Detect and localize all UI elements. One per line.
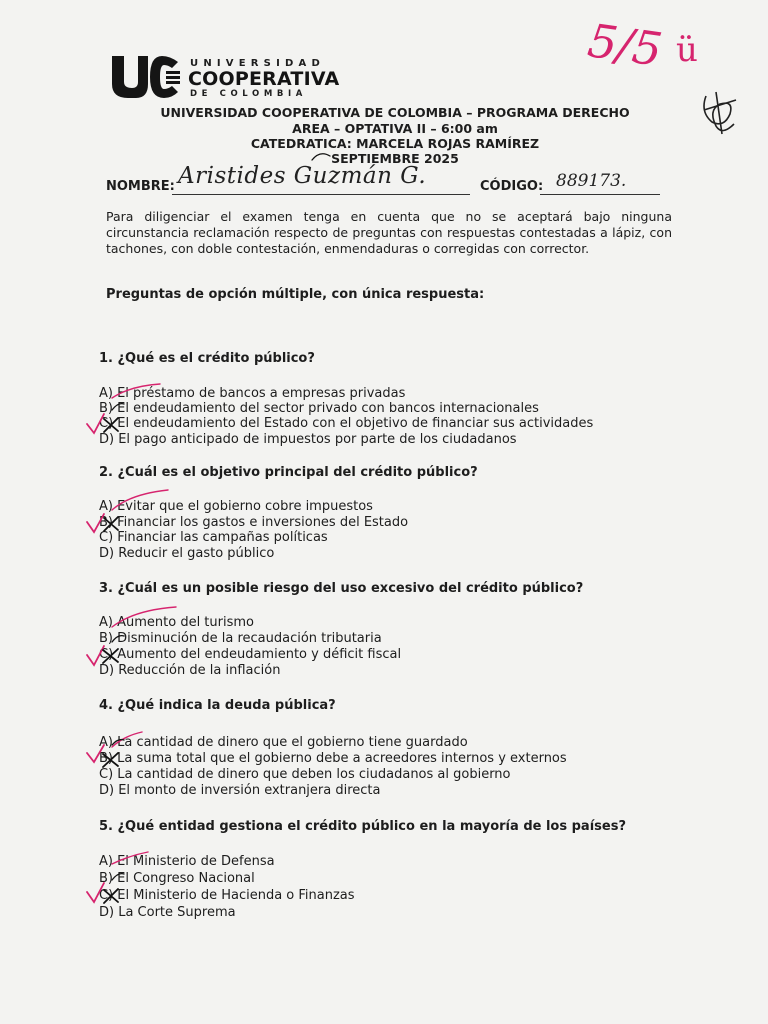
q1-option-d[interactable]: D) El pago anticipado de impuestos por parte de los ciudadanos xyxy=(99,432,517,447)
q4-option-c[interactable]: C) La cantidad de dinero que deben los ciudadanos al gobierno xyxy=(99,767,511,782)
header-line-3: CATEDRATICA: MARCELA ROJAS RAMÍREZ xyxy=(250,136,540,151)
q1-option-a[interactable]: A) El préstamo de bancos a empresas privadas xyxy=(99,386,406,401)
codigo-label: CÓDIGO: xyxy=(480,179,544,194)
q1-option-c[interactable]: C) El endeudamiento del Estado con el objetivo de financiar sus actividades xyxy=(99,416,594,431)
q5-option-d[interactable]: D) La Corte Suprema xyxy=(99,905,236,920)
q3-option-d[interactable]: D) Reducción de la inflación xyxy=(99,663,281,678)
q3-option-c[interactable]: C) Aumento del endeudamiento y déficit fiscal xyxy=(99,647,402,662)
q5-option-b[interactable]: B) El Congreso Nacional xyxy=(99,871,255,886)
question-4: 4. ¿Qué indica la deuda pública? xyxy=(99,698,336,713)
grade-score: 5/5 xyxy=(584,13,666,77)
header-line-1: UNIVERSIDAD COOPERATIVA DE COLOMBIA – PROGRAMA DERECHO xyxy=(160,105,630,120)
q2-option-b[interactable]: B) Financiar los gastos e inversiones del Estado xyxy=(99,515,409,530)
q3-option-a[interactable]: A) Aumento del turismo xyxy=(99,615,254,630)
question-2: 2. ¿Cuál es el objetivo principal del crédito público? xyxy=(99,465,478,480)
question-1: 1. ¿Qué es el crédito público? xyxy=(99,351,315,366)
codigo-value: 889173. xyxy=(556,171,627,191)
nombre-label: NOMBRE: xyxy=(106,179,175,194)
signature-icon xyxy=(704,92,736,134)
pen-stroke-icon xyxy=(112,154,330,880)
logo-text-top: UNIVERSIDAD xyxy=(190,58,325,69)
question-3: 3. ¿Cuál es un posible riesgo del uso excesivo del crédito público? xyxy=(99,581,584,596)
q5-option-a[interactable]: A) El Ministerio de Defensa xyxy=(99,854,275,869)
header-line-4: SEPTIEMBRE 2025 xyxy=(331,151,459,166)
q4-option-b[interactable]: B) La suma total que el gobierno debe a acreedores internos y externos xyxy=(99,751,567,766)
q2-option-c[interactable]: C) Financiar las campañas políticas xyxy=(99,530,328,545)
instructions-text: Para diligenciar el examen tenga en cuenta que no se aceptará bajo ninguna circunstancia reclamación respecto de preguntas con respuestas contestadas a lápiz, con tachones, con doble contestación, enmendaduras o corregidas con corrector. xyxy=(106,209,672,256)
q5-option-c[interactable]: C) El Ministerio de Hacienda o Finanzas xyxy=(99,888,355,903)
logo-text-main: COOPERATIVA xyxy=(188,68,340,90)
grading-stroke-icon xyxy=(112,384,176,864)
q2-option-d[interactable]: D) Reducir el gasto público xyxy=(99,546,275,561)
header-line-2: AREA – OPTATIVA II – 6:00 am xyxy=(292,121,498,136)
q3-option-b[interactable]: B) Disminución de la recaudación tributaria xyxy=(99,631,382,646)
question-5: 5. ¿Qué entidad gestiona el crédito público en la mayoría de los países? xyxy=(99,819,626,834)
section-title: Preguntas de opción múltiple, con única respuesta: xyxy=(106,287,485,302)
check-mark-icon xyxy=(87,414,104,902)
q4-option-a[interactable]: A) La cantidad de dinero que el gobierno tiene guardado xyxy=(99,735,468,750)
q4-option-d[interactable]: D) El monto de inversión extranjera directa xyxy=(99,783,381,798)
selected-answer-x-icon xyxy=(103,418,118,903)
nombre-value: Aristides Guzmán G. xyxy=(178,163,427,189)
q2-option-a[interactable]: A) Evitar que el gobierno cobre impuestos xyxy=(99,499,373,514)
logo-text-bottom: DE COLOMBIA xyxy=(190,89,307,99)
grade-smiley: ü xyxy=(676,30,698,70)
q1-option-b[interactable]: B) El endeudamiento del sector privado con bancos internacionales xyxy=(99,401,539,416)
